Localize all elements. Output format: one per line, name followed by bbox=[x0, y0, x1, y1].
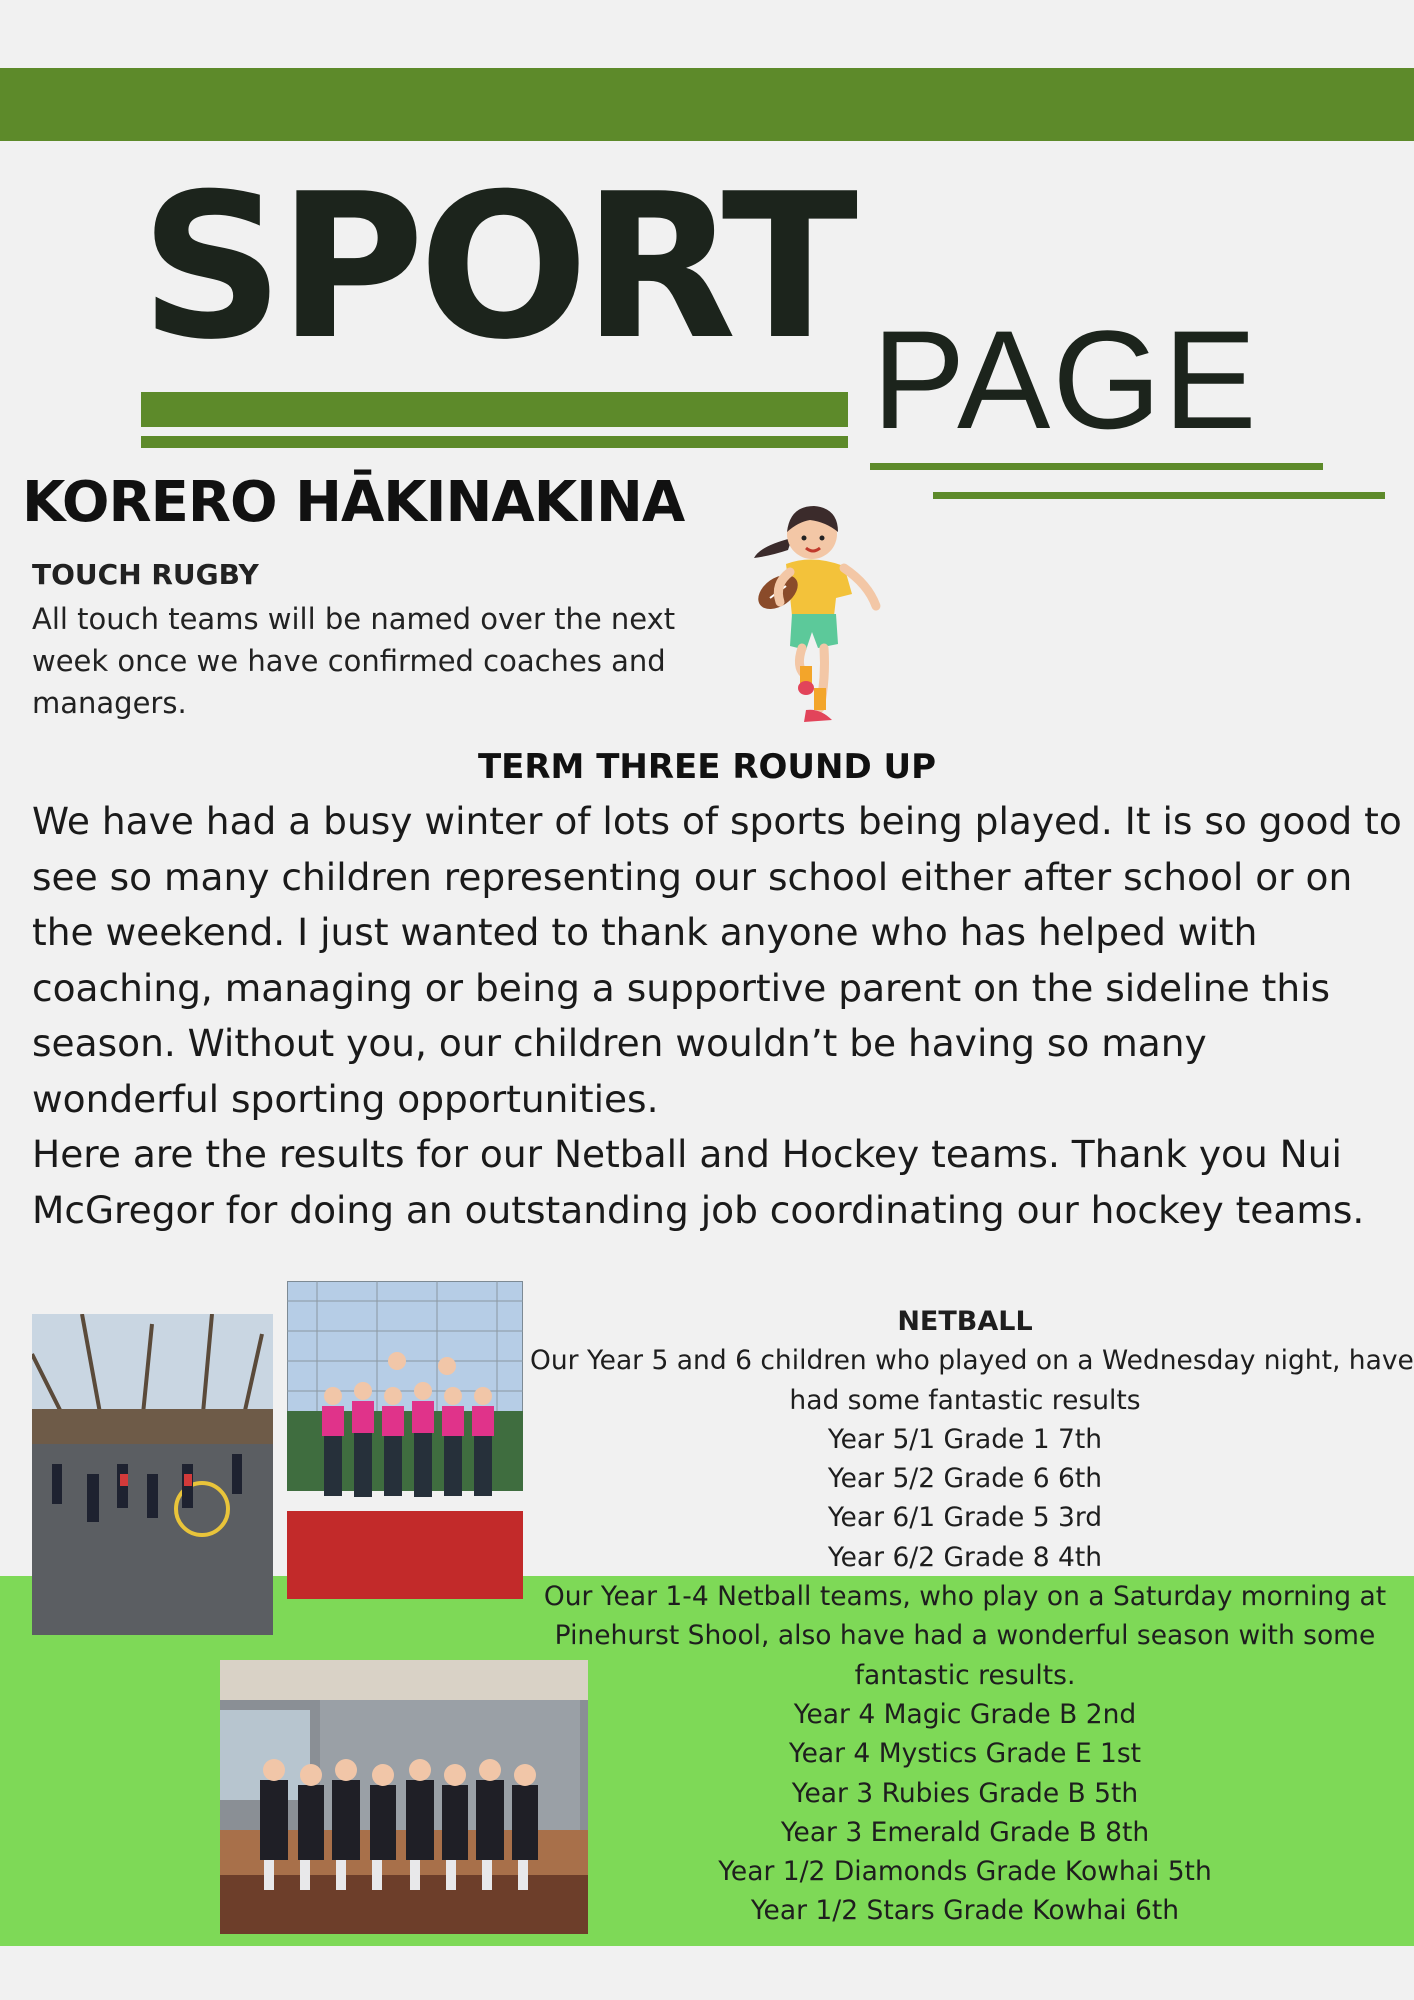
round-up-paragraph-2: Here are the results for our Netball and Hockey teams. Thank you Nui McGregor for doing an outstanding job coordinating our hockey teams. bbox=[32, 1132, 1365, 1232]
netball-result-line: Year 6/1 Grade 5 3rd bbox=[827, 1502, 1103, 1534]
page-underline-bottom bbox=[933, 492, 1385, 499]
netball-result-line: Year 4 Magic Grade B 2nd bbox=[793, 1698, 1137, 1730]
sport-underline-thin bbox=[141, 436, 848, 448]
netball-intro2-line1: Our Year 1-4 Netball teams, who play on a Saturday morning at bbox=[543, 1581, 1387, 1613]
netball-result-line: Year 5/1 Grade 1 7th bbox=[827, 1423, 1103, 1455]
netball-intro2-line2: Pinehurst Shool, also have had a wonderful season with some bbox=[554, 1620, 1376, 1652]
term-round-up-title: TERM THREE ROUND UP bbox=[477, 747, 937, 787]
title-page: PAGE bbox=[872, 301, 1259, 458]
sport-underline-thick bbox=[141, 392, 848, 427]
netball-intro2-line3: fantastic results. bbox=[854, 1659, 1076, 1691]
page-underline-top bbox=[870, 463, 1323, 470]
netball-intro1-line1: Our Year 5 and 6 children who played on a Wednesday night, have bbox=[530, 1345, 1414, 1377]
photo-netball-court bbox=[32, 1314, 273, 1635]
netball-intro1-line2: had some fantastic results bbox=[789, 1384, 1141, 1416]
rugby-player-illustration bbox=[740, 498, 890, 732]
netball-result-line: Year 1/2 Diamonds Grade Kowhai 5th bbox=[718, 1856, 1212, 1888]
term-round-up-body bbox=[32, 794, 1402, 1238]
netball-result-line: Year 6/2 Grade 8 4th bbox=[827, 1541, 1103, 1573]
netball-result-line: Year 3 Emerald Grade B 8th bbox=[780, 1816, 1150, 1848]
netball-result-line: Year 1/2 Stars Grade Kowhai 6th bbox=[750, 1895, 1180, 1927]
netball-result-line: Year 3 Rubies Grade B 5th bbox=[791, 1777, 1139, 1809]
netball-title: NETBALL bbox=[897, 1306, 1033, 1337]
photo-netball-team-pink bbox=[287, 1281, 523, 1599]
section-heading: KORERO HĀKINAKINA bbox=[22, 470, 685, 535]
touch-rugby-title: TOUCH RUGBY bbox=[32, 558, 259, 591]
top-green-bar bbox=[0, 68, 1414, 141]
netball-results bbox=[530, 1302, 1414, 1931]
title-sport: SPORT bbox=[140, 151, 853, 384]
round-up-paragraph-1: We have had a busy winter of lots of sports being played. It is so good to see so many children representing our school either after school or on the weekend. I just wanted to thank anyone who has helped with coaching, managing or being a supportive parent on the sideline this season. Without you, our children wouldn’t be having so many wonderful sporting opportunities. bbox=[32, 799, 1402, 1121]
netball-result-line: Year 5/2 Grade 6 6th bbox=[827, 1463, 1103, 1495]
touch-rugby-body: All touch teams will be named over the next week once we have confirmed coaches and managers. bbox=[32, 602, 676, 720]
netball-result-line: Year 4 Mystics Grade E 1st bbox=[788, 1738, 1142, 1770]
